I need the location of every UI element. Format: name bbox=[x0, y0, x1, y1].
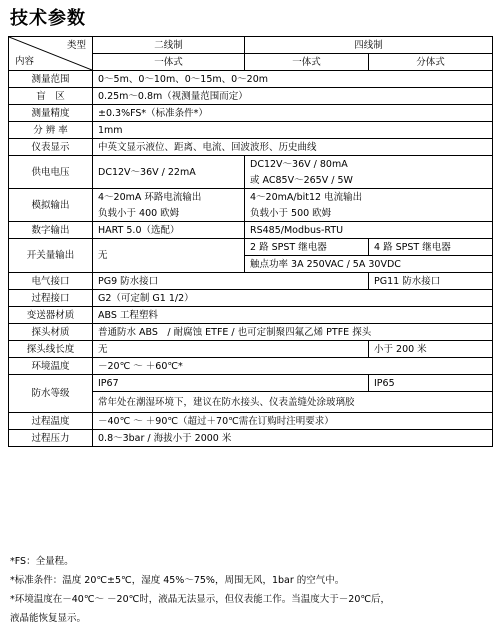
header-four-wire: 四线制 bbox=[245, 37, 493, 54]
row-label-waterproof: 防水等级 bbox=[9, 375, 93, 413]
row-label-process-pressure: 过程压力 bbox=[9, 430, 93, 447]
table-row bbox=[9, 88, 493, 105]
table-row bbox=[9, 341, 493, 358]
header-two-wire: 二线制 bbox=[93, 37, 245, 54]
row-value-probe-material: 普通防水 ABS / 耐腐蚀 ETFE / 也可定制聚四氟乙烯 PTFE 探头 bbox=[93, 324, 493, 341]
footnote-env-2: 液晶能恢复显示。 bbox=[10, 613, 87, 624]
row-value-analog-two-wire-2: 负载小于 400 欧姆 bbox=[93, 205, 245, 222]
table-row bbox=[9, 307, 493, 324]
row-value-transmitter: ABS 工程塑料 bbox=[93, 307, 493, 324]
row-value-analog-four-wire-1: 4～20mA/bit12 电流输出 bbox=[245, 189, 493, 206]
row-value-waterproof-note: 常年处在潮湿环境下，建议在防水接头、仪表盖缝处涂玻璃胶 bbox=[93, 392, 493, 413]
row-label-process-temp: 过程温度 bbox=[9, 413, 93, 430]
header-four-wire-integrated: 一体式 bbox=[245, 54, 369, 71]
diagonal-header-cell bbox=[9, 37, 93, 71]
table-row bbox=[9, 139, 493, 156]
table-row bbox=[9, 290, 493, 307]
table-row bbox=[9, 222, 493, 239]
row-value-switch-four-split: 4 路 SPST 继电器 bbox=[369, 239, 493, 256]
table-row bbox=[9, 358, 493, 375]
row-value-resolution: 1mm bbox=[93, 122, 493, 139]
table-row bbox=[9, 375, 493, 392]
page-title: 技术参数 bbox=[10, 8, 86, 29]
table-row bbox=[9, 273, 493, 290]
table-row bbox=[9, 413, 493, 430]
table-row bbox=[9, 105, 493, 122]
row-label-probe-material: 探头材质 bbox=[9, 324, 93, 341]
footnotes bbox=[10, 552, 390, 628]
row-value-switch-four-integrated: 2 路 SPST 继电器 bbox=[245, 239, 369, 256]
row-value-waterproof-split: IP65 bbox=[369, 375, 493, 392]
row-value-analog-four-wire-2: 负载小于 500 欧姆 bbox=[245, 205, 493, 222]
row-value-analog-two-wire-1: 4～20mA 环路电流输出 bbox=[93, 189, 245, 206]
row-value-power-four-wire-1: DC12V～36V / 80mA bbox=[245, 156, 493, 173]
table-row bbox=[9, 324, 493, 341]
footnote-standard: *标准条件：温度 20℃±5℃，湿度 45%～75%，周围无风，1bar 的空气中。 bbox=[10, 575, 345, 586]
row-value-probe-cable-split: 小于 200 米 bbox=[369, 341, 493, 358]
row-value-switch-contact: 触点功率 3A 250VAC / 5A 30VDC bbox=[245, 256, 493, 273]
row-value-digital-two-wire: HART 5.0（选配） bbox=[93, 222, 245, 239]
footnote-env-1: *环境温度在－40℃～ －20℃时，液晶无法显示，但仪表能工作。当温度大于－20℃后， bbox=[10, 594, 391, 605]
row-label-resolution: 分 辨 率 bbox=[9, 122, 93, 139]
row-label-power: 供电电压 bbox=[9, 156, 93, 189]
header-four-wire-split: 分体式 bbox=[369, 54, 493, 71]
row-label-transmitter: 变送器材质 bbox=[9, 307, 93, 324]
row-value-digital-four-wire: RS485/Modbus-RTU bbox=[245, 222, 493, 239]
row-value-power-two-wire: DC12V～36V / 22mA bbox=[93, 156, 245, 189]
table-row bbox=[9, 189, 493, 206]
table-row bbox=[9, 122, 493, 139]
table-header-row-1 bbox=[9, 37, 493, 54]
row-label-probe-cable: 探头线长度 bbox=[9, 341, 93, 358]
row-value-env-temp: －20℃ ～ ＋60℃* bbox=[93, 358, 493, 375]
row-value-process: G2（可定制 G1 1/2） bbox=[93, 290, 493, 307]
row-value-process-temp: －40℃ ～ ＋90℃（超过＋70℃需在订购时注明要求） bbox=[93, 413, 493, 430]
row-value-switch-two-wire: 无 bbox=[93, 239, 245, 273]
row-value-process-pressure: 0.8～3bar / 海拔小于 2000 米 bbox=[93, 430, 493, 447]
row-label-measure-range: 测量范围 bbox=[9, 71, 93, 88]
table-row bbox=[9, 430, 493, 447]
footnote-fs: *FS：全量程。 bbox=[10, 556, 74, 567]
row-label-display: 仪表显示 bbox=[9, 139, 93, 156]
row-label-switch: 开关量输出 bbox=[9, 239, 93, 273]
row-label-accuracy: 测量精度 bbox=[9, 105, 93, 122]
row-value-electrical-split: PG11 防水接口 bbox=[369, 273, 493, 290]
header-content-label: 内容 bbox=[15, 56, 35, 67]
row-value-power-four-wire-2: 或 AC85V～265V / 5W bbox=[245, 172, 493, 189]
row-value-electrical-main: PG9 防水接口 bbox=[93, 273, 369, 290]
row-label-process: 过程接口 bbox=[9, 290, 93, 307]
row-label-analog: 模拟输出 bbox=[9, 189, 93, 222]
row-label-blind-zone: 盲 区 bbox=[9, 88, 93, 105]
header-type-label: 类型 bbox=[66, 40, 86, 51]
header-two-wire-integrated: 一体式 bbox=[93, 54, 245, 71]
row-value-accuracy: ±0.3%FS*（标准条件*） bbox=[93, 105, 493, 122]
spec-table bbox=[8, 36, 493, 447]
table-row bbox=[9, 156, 493, 173]
row-value-blind-zone: 0.25m～0.8m（视测量范围而定） bbox=[93, 88, 493, 105]
row-value-waterproof-main: IP67 bbox=[93, 375, 369, 392]
row-label-electrical: 电气接口 bbox=[9, 273, 93, 290]
row-label-digital: 数字输出 bbox=[9, 222, 93, 239]
row-label-env-temp: 环境温度 bbox=[9, 358, 93, 375]
row-value-measure-range: 0～5m、0～10m、0～15m、0～20m bbox=[93, 71, 493, 88]
row-value-display: 中英文显示液位、距离、电流、回波波形、历史曲线 bbox=[93, 139, 493, 156]
table-row bbox=[9, 239, 493, 256]
table-row bbox=[9, 71, 493, 88]
row-value-probe-cable-main: 无 bbox=[93, 341, 369, 358]
